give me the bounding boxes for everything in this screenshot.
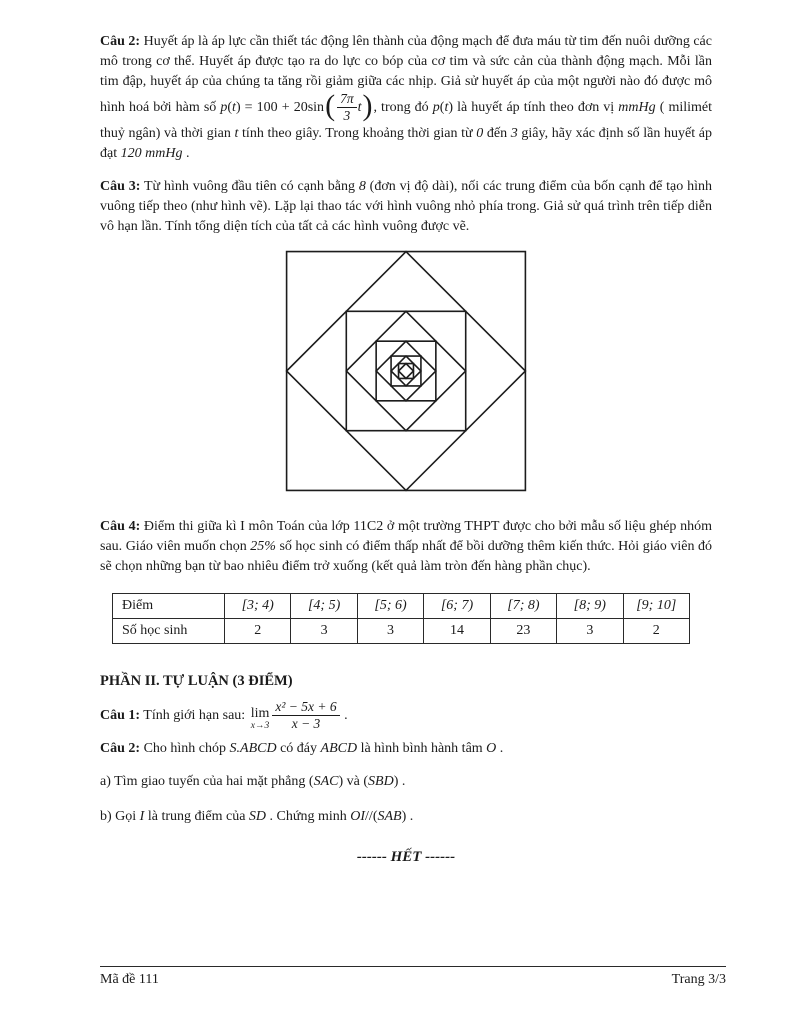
text-run: ( (439, 100, 445, 116)
limit-subscript: x→3 (250, 721, 270, 732)
big-paren: ) (362, 89, 373, 123)
text-run: t (232, 100, 236, 116)
fraction (336, 91, 358, 123)
nested-square-0 (287, 252, 526, 491)
section-2-heading: PHẦN II. TỰ LUẬN (3 ĐIỂM) (100, 673, 293, 690)
nested-square-9 (399, 364, 414, 379)
text-run: SAB (377, 809, 402, 825)
bold-text-run: Câu 1: (100, 708, 141, 724)
text-run: ( (308, 774, 314, 790)
table-cell: 2 (623, 619, 689, 644)
bold-text-run: Câu 2: (100, 34, 141, 49)
table-row (113, 619, 690, 644)
text-run: Tính giới hạn sau: (140, 708, 249, 724)
text-run: SD (248, 809, 267, 825)
text-run: a) Tìm giao tuyến của hai mặt phẳng (100, 774, 309, 790)
text-run: ( (372, 809, 378, 825)
page-footer (100, 966, 726, 990)
text-run: ) = 100 + 20sin (235, 100, 325, 116)
nested-square-8 (399, 364, 414, 379)
part2-question-2a-paragraph (100, 772, 712, 792)
exam-code: Mã đề 111 (100, 972, 159, 987)
nested-square-7 (391, 356, 421, 386)
nested-square-2 (346, 311, 465, 430)
text-run: đến (483, 126, 511, 142)
text-run: số học sinh có điểm thấp nhất để bồi dưỡng thêm kiến thức. Hỏi giáo viên đó sẽ chọn những bạn từ bao nhiêu điểm trở xuống (kết quả làm tròn đến hàng phần chục). (100, 539, 712, 575)
text-run: p (432, 100, 440, 116)
end-of-exam-marker: ------ HẾT ------ (356, 849, 456, 866)
bold-text-run: Câu 2: (100, 741, 141, 757)
table-cell: 3 (291, 619, 357, 644)
text-run: p (220, 100, 228, 116)
table-header-cell: Điểm (113, 594, 225, 619)
bold-text-run: Câu 3: (100, 179, 141, 195)
text-run: tính theo giây. Trong khoảng thời gian từ (238, 126, 477, 142)
text-run: , trong đó (373, 100, 433, 116)
text-run: ( (363, 774, 369, 790)
table-header-cell: [3; 4) (225, 594, 291, 619)
table-header-cell: [5; 6) (357, 594, 423, 619)
table-cell: 3 (357, 619, 423, 644)
table-header-cell: [7; 8) (490, 594, 556, 619)
question-3-paragraph (100, 177, 712, 237)
limit-label: lim (250, 706, 270, 722)
table-cell: Số học sinh (113, 619, 225, 644)
text-run: Cho hình chóp (140, 741, 230, 757)
table-cell: 3 (557, 619, 623, 644)
text-run: 8 (358, 179, 366, 195)
part2-question-2b-paragraph (100, 807, 712, 827)
text-run: mmHg (145, 146, 183, 162)
part2-question-1-paragraph (100, 700, 712, 732)
table-header-row (113, 594, 690, 619)
text-run: SAC (313, 774, 339, 790)
fraction-denominator: x − 3 (291, 715, 321, 731)
text-run: . Chứng minh (266, 809, 351, 825)
text-run: là trung điểm của (144, 809, 249, 825)
fraction (271, 699, 340, 731)
text-run: 120 (120, 146, 146, 162)
text-run: Từ hình vuông đầu tiên có cạnh bằng (140, 179, 359, 195)
limit-operator (249, 707, 272, 732)
big-paren: ( (325, 89, 336, 123)
table-header-cell: [4; 5) (291, 594, 357, 619)
text-run: mmHg (618, 100, 656, 116)
text-run: giây, hãy xác định số lần huyết áp đạt (100, 126, 713, 162)
nested-squares-figure-wrap (100, 250, 712, 499)
text-run: SBD (368, 774, 394, 790)
table-header-cell: [6; 7) (424, 594, 490, 619)
score-frequency-table (112, 593, 690, 644)
text-run: t (234, 126, 239, 142)
text-run: và (343, 774, 364, 790)
text-run: ) (401, 809, 407, 825)
text-run: Huyết áp là áp lực cần thiết tác động lên thành của động mạch để đưa máu từ tim đến nuôi dưỡng các mô trong cơ thể. Huyết áp được tạo ra do lực co bóp của cơ tim và sức cản của thành động mạch. Mỗi lần tim đập, huyết áp của chúng ta tăng rồi giảm giữa các nhịp. Giả sử huyết áp của một người nào đó được mô hình hoá bởi hàm số (100, 34, 712, 116)
text-run: I (139, 809, 145, 825)
text-run: . (496, 741, 504, 757)
table-header-cell: [8; 9) (557, 594, 623, 619)
nested-square-5 (376, 341, 436, 401)
nested-square-6 (391, 356, 421, 386)
nested-square-4 (376, 341, 436, 401)
text-run: . (398, 774, 406, 790)
table-header-cell: [9; 10] (623, 594, 689, 619)
text-run: // (365, 809, 373, 825)
table-cell: 2 (225, 619, 291, 644)
text-run: OI (350, 809, 366, 825)
text-run: S.ABCD (229, 741, 277, 757)
text-run: . (340, 708, 348, 724)
table-cell: 14 (424, 619, 490, 644)
fraction-denominator: 3 (343, 107, 351, 123)
text-run: ) (448, 100, 454, 116)
text-run: ) (393, 774, 399, 790)
text-run: ) (338, 774, 344, 790)
text-run: t (357, 100, 362, 116)
text-run: là huyết áp tính theo đơn vị (453, 100, 619, 116)
text-run: . (406, 809, 414, 825)
text-run: O (486, 741, 497, 757)
text-run: 0 (476, 126, 484, 142)
text-run: ABCD (320, 741, 358, 757)
text-run: Điểm thi giữa kì I môn Toán của lớp 11C2 ở một trường THPT được cho bởi mẫu số liệu ghép nhóm sau. Giáo viên muốn chọn (100, 519, 713, 555)
question-2-paragraph (100, 32, 712, 164)
bold-text-run: Câu 4: (100, 519, 141, 535)
question-4-paragraph (100, 517, 712, 577)
text-run: . (182, 146, 190, 162)
text-run: ( (227, 100, 233, 116)
text-run: (đơn vị độ dài), nối các trung điểm của bốn cạnh để tạo hình vuông tiếp theo (như hình vẽ). Lặp lại thao tác với hình vuông nhỏ phía trong. Giả sử quá trình trên tiếp diễn vô hạn lần. Tính tổng diện tích của tất cả các hình vuông được vẽ. (100, 179, 713, 235)
fraction-numerator: 7π (337, 91, 357, 108)
text-run: t (444, 100, 449, 116)
text-run: ( milimét thuỷ ngân) và thời gian (100, 100, 713, 142)
table-cell: 23 (490, 619, 556, 644)
page-number: Trang 3/3 (671, 972, 726, 987)
nested-squares-figure (281, 250, 531, 492)
text-run: 25% (250, 539, 276, 555)
text-run: có đáy (276, 741, 321, 757)
text-run: là hình bình hành tâm (357, 741, 487, 757)
fraction-numerator: x² − 5x + 6 (272, 699, 339, 716)
text-run: 3 (510, 126, 518, 142)
part2-question-2-paragraph (100, 739, 712, 759)
nested-square-1 (287, 252, 526, 491)
text-run: b) Gọi (100, 809, 140, 825)
nested-square-3 (346, 311, 465, 430)
